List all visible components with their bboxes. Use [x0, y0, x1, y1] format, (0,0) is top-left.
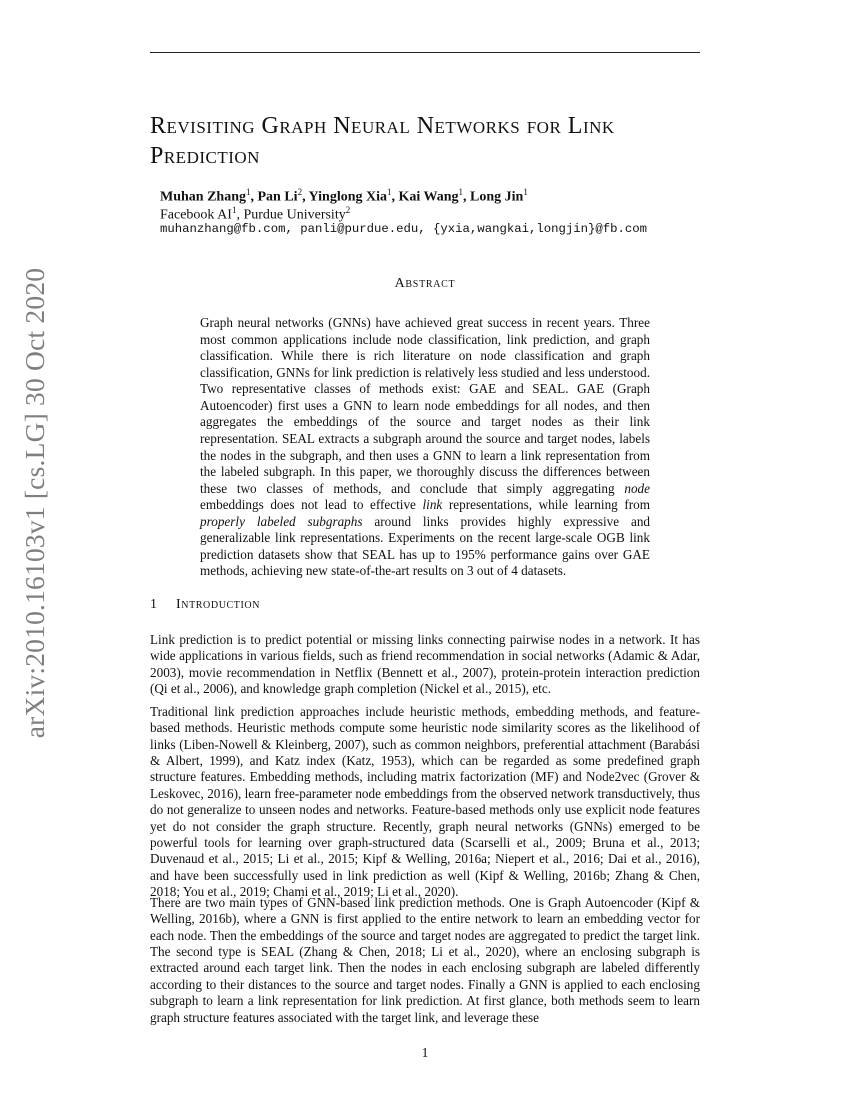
affiliation-mark: 1 [231, 205, 237, 215]
author-affil-mark: 2 [297, 187, 303, 197]
abstract-segment: embeddings does not lead to effective [200, 497, 423, 513]
author-name: Pan Li [257, 189, 298, 205]
author-list: Muhan Zhang$^1$, Pan Li$^2$, Yinglong Xia$^1$, Kai Wang$^1$, Long Jin$^1$ [160, 187, 528, 205]
body-paragraph: Link prediction is to predict potential or missing links connecting pairwise nodes in a network. It has wide applications in various fields, such as friend recommendation in social networks (Adamic & Adar, 2003), movie recommendation in Netflix (Bennett et al., 2007), protein-protein interaction prediction (Qi et al., 2006), and knowledge graph completion (Nickel et al., 2015), etc. [150, 632, 700, 697]
abstract-emphasis: node [624, 480, 650, 496]
page-number: 1 [421, 1045, 429, 1060]
section-title: Introduction [176, 597, 261, 612]
abstract-text [200, 315, 650, 580]
affiliation-mark: 2 [345, 205, 351, 215]
abstract-heading: Abstract [394, 276, 456, 291]
author-affil-mark: 1 [523, 187, 528, 197]
section-number: 1 [150, 597, 157, 612]
affiliation-name: Facebook AI [160, 207, 232, 223]
author-emails: muhanzhang@fb.com, panli@purdue.edu, {yxia,wangkai,longjin}@fb.com [160, 222, 648, 236]
abstract-emphasis: properly labeled subgraphs [200, 513, 363, 529]
author-affil-mark: 1 [245, 187, 251, 197]
abstract-emphasis: link [422, 497, 443, 513]
paper-title: Revisiting Graph Neural Networks for Link Prediction [150, 113, 615, 169]
author-affil-mark: 1 [387, 187, 392, 197]
body-paragraph: Traditional link prediction approaches include heuristic methods, embedding methods, and feature-based methods. Heuristic methods compute some heuristic node similarity scores as the likelihood of links (Liben-Nowell & Kleinberg, 2007), such as common neighbors, preferential attachment (Barabási & Albert, 1999), and Katz index (Katz, 1953), which can be regarded as some predefined graph structure features. Embedding methods, including matrix factorization (MF) and Node2vec (Grover & Leskovec, 2016), learn free-parameter node embeddings from the observed network transductively, thus do not generalize to unseen nodes and networks. Feature-based methods only use explicit node features yet do not consider the graph structure. Recently, graph neural networks (GNNs) emerged to be powerful tools for learning over graph-structured data (Scarselli et al., 2009; Bruna et al., 2013; Duvenaud et al., 2015; Li et al., 2015; Kipf & Welling, 2016a; Niepert et al., 2016; Dai et al., 2016), and have been successfully used in link prediction as well (Kipf & Welling, 2016b; Zhang & Chen, 2018; You et al., 2019; Chami et al., 2019; Li et al., 2020). [150, 704, 700, 899]
body-paragraph: There are two main types of GNN-based link prediction methods. One is Graph Autoencoder (Kipf & Welling, 2016b), where a GNN is first applied to the entire network to learn an embedding vector for each node. Then the embeddings of the source and target nodes are aggregated to predict the target link. The second type is SEAL (Zhang & Chen, 2018; Li et al., 2020), where an enclosing subgraph is extracted around each target link. Then the nodes in each enclosing subgraph are labeled differently according to their distances to the source and target nodes. Finally a GNN is applied to each enclosing subgraph to learn a link representation for link prediction. At first glance, both methods seem to learn graph structure features associated with the target link, and leverage these [150, 895, 700, 1025]
top-rule [150, 52, 700, 53]
author-name: Muhan Zhang [160, 189, 246, 205]
affiliation-list: Facebook $AI^1$, Purdue University$^2$ [160, 205, 351, 223]
abstract-segment: around links provides highly expressive and generalizable link representations. Experiments on the recent large-scale OGB link prediction datasets show that SEAL has up to 195% performance gains over GAE methods, achieving new state-of-the-art results on 3 out of 4 datasets. [200, 513, 651, 579]
author-name: Kai Wang [398, 189, 459, 205]
author-affil-mark: 1 [458, 187, 464, 197]
arxiv-identifier: arXiv:2010.16103v1 [cs.LG] 30 Oct 2020 [19, 267, 50, 739]
author-name: Yinglong Xia [308, 189, 387, 205]
author-name: Long Jin [470, 189, 524, 205]
arxiv-identifier-margin [6, 267, 64, 739]
abstract-segment: Graph neural networks (GNNs) have achieved great success in recent years. Three most common applications include node classification, link prediction, and graph classification. While there is rich literature on node classification and graph classification, GNNs for link prediction is relatively less studied and less understood. Two representative classes of methods exist: GAE and SEAL. GAE (Graph Autoencoder) first uses a GNN to learn node embeddings for all nodes, and then aggregates the embeddings of the source and target nodes as their link representation. SEAL extracts a subgraph around the source and target nodes, labels the nodes in the subgraph, and then uses a GNN to learn a link representation from the labeled subgraph. In this paper, we thoroughly discuss the differences between these two classes of methods, and conclude that simply aggregating [200, 315, 650, 496]
section-heading [150, 597, 260, 613]
affiliation-name: Purdue University [243, 207, 346, 223]
abstract-segment: representations, while learning from [442, 497, 650, 513]
